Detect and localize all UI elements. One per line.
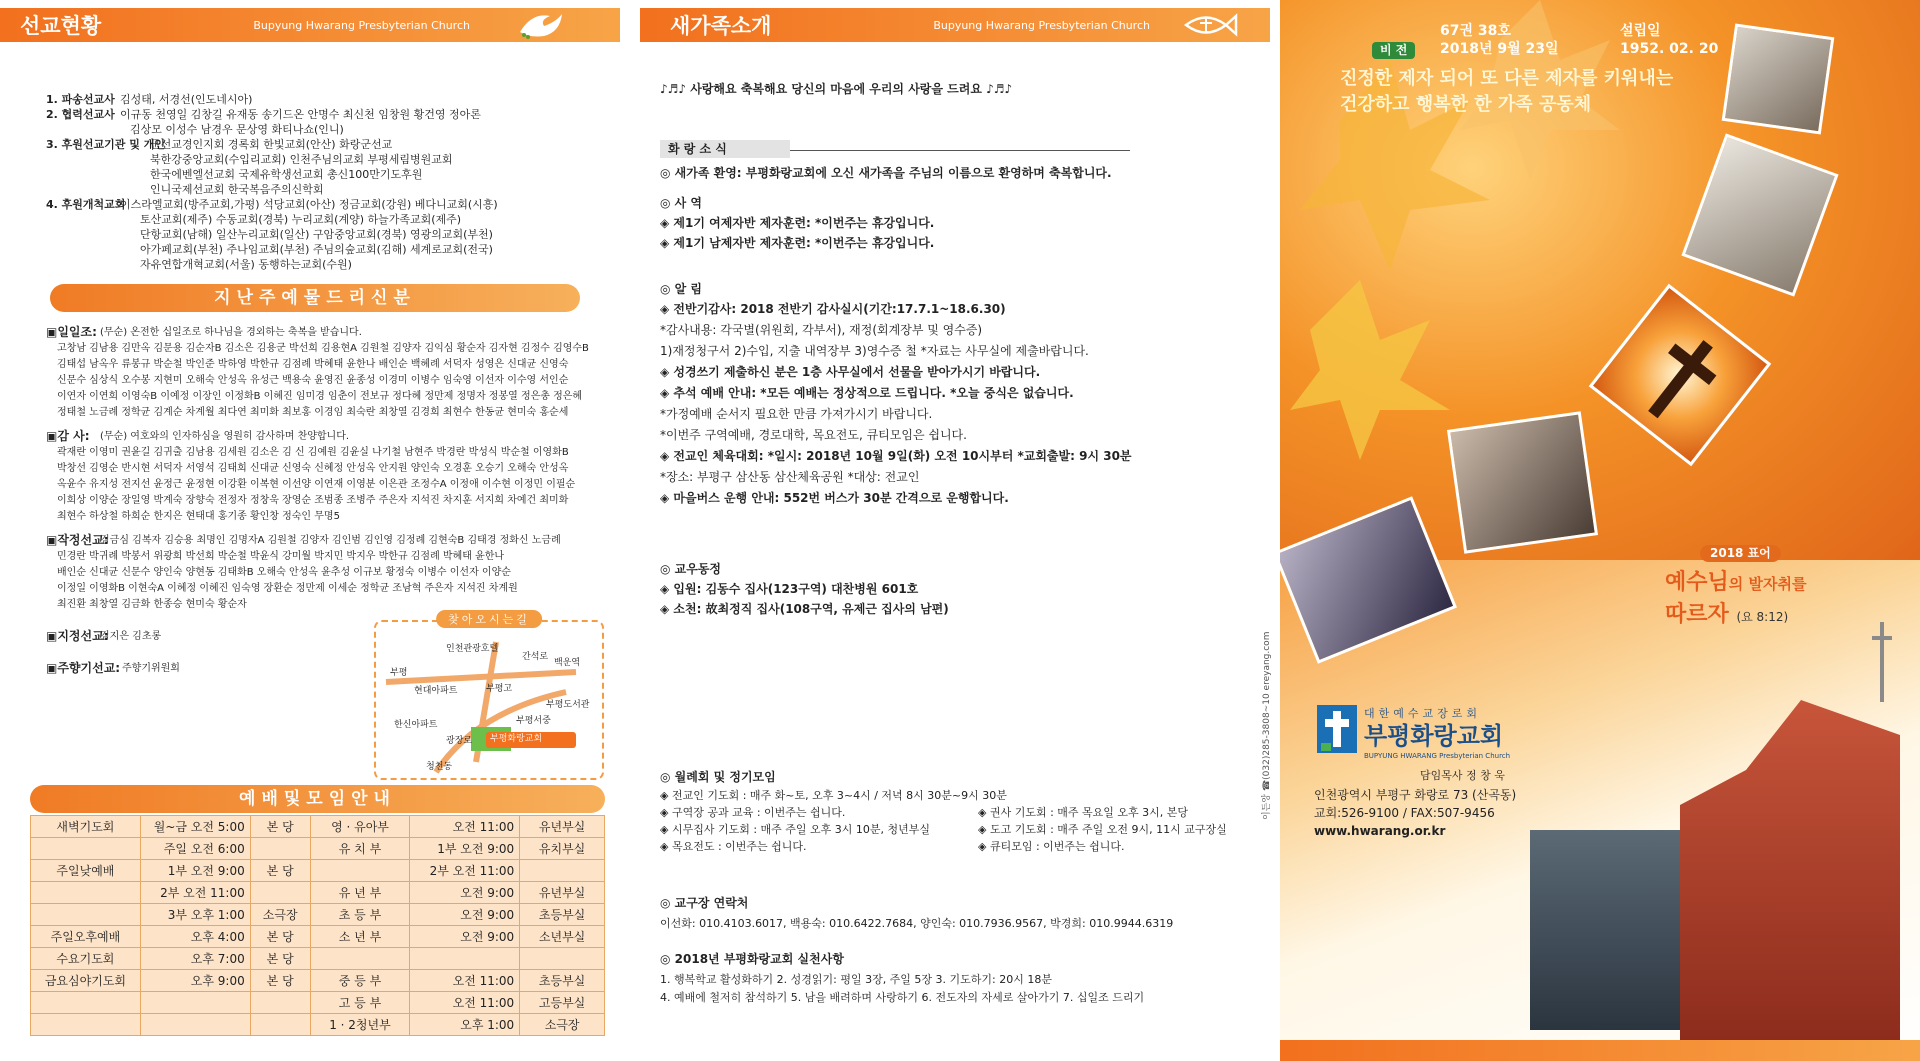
schedule-row <box>31 816 605 838</box>
schedule-cell: 오후 7:00 <box>140 948 250 970</box>
schedule-cell <box>250 838 310 860</box>
map-label: 부평서중 <box>516 716 551 726</box>
news-line: ◎ 알 림 <box>660 282 703 296</box>
motto-part: 를 <box>1791 575 1807 593</box>
news-line: *감사내용: 각국별(위원회, 각부서), 재정(회계장부 및 영수증) <box>660 323 983 337</box>
schedule-cell: 수요기도회 <box>31 948 141 970</box>
left-panel <box>0 0 620 1061</box>
schedule-cell: 유년부실 <box>520 882 605 904</box>
mission-text: 이스라엘교회(방주교회,가평) 석당교회(아산) 정금교회(강원) 베다니교회(시흥) <box>120 198 498 211</box>
schedule-cell: 오전 9:00 <box>410 926 520 948</box>
schedule-cell <box>31 1014 141 1036</box>
schedule-cell <box>31 992 141 1014</box>
schedule-cell: 유 치 부 <box>310 838 410 860</box>
schedule-cell: 유년부실 <box>520 816 605 838</box>
schedule-cell: 오전 9:00 <box>410 904 520 926</box>
news-line: ◎ 교우동정 <box>660 562 722 576</box>
map-label: 현대아파트 <box>414 686 458 696</box>
schedule-row <box>31 1014 605 1036</box>
offering-names: 옥윤수 유지성 전지선 윤정근 윤정현 이강환 이복현 이선양 이연재 이영분 이은관 조정수A 이정애 이수현 이정민 이필순 <box>57 479 576 490</box>
mission-title: 선교현황 <box>20 14 102 38</box>
vision-line-2: 건강하고 행복한 한 가족 공동체 <box>1340 94 1592 115</box>
offering-names: (무순) 여호와의 인자하심을 영원히 감사하며 찬양합니다. <box>100 431 350 442</box>
news-line: *장소: 부평구 삼산동 삼산체육공원 *대상: 전교인 <box>660 470 920 484</box>
greeting-line: ♪♬♪ 사랑해요 축복해요 당신의 마음에 우리의 사랑을 드려요 ♪♬♪ <box>660 82 1013 96</box>
schedule-cell <box>410 948 520 970</box>
news-line: ◈ 도고 기도회 : 매주 주일 오전 9시, 11시 교구장실 <box>978 823 1227 836</box>
church-building-image <box>1680 700 1900 1050</box>
map-title: 찾아오시는길 <box>436 610 542 628</box>
schedule-cell <box>31 838 141 860</box>
schedule-cell <box>31 904 141 926</box>
offering-title: 지난주예물드리신분 <box>50 284 580 312</box>
schedule-cell <box>140 992 250 1014</box>
offering-names: 이정일 이영화B 이현숙A 이혜정 이혜진 임숙영 장환순 정만제 이세순 정학균 조남혁 주은자 지석진 차계원 <box>57 583 518 594</box>
offering-names: 최진환 최창열 김금화 한종승 현미숙 황순자 <box>57 599 247 610</box>
map-label: 부평도서관 <box>546 700 590 710</box>
schedule-cell: 유 년 부 <box>310 882 410 904</box>
mission-text: 단항교회(남해) 일산누리교회(일산) 구암중앙교회(경북) 영광의교회(부천) <box>140 228 493 241</box>
schedule-cell: 2부 오전 11:00 <box>410 860 520 882</box>
offering-names: 신문수 심상식 오수봉 지현미 오해숙 안성옥 유성근 백용숙 윤영진 윤종성 이경미 이병수 임숙영 이선자 이수영 서인순 <box>57 375 569 386</box>
schedule-cell: 월~금 오전 5:00 <box>140 816 250 838</box>
church-english-name: Bupyung Hwarang Presbyterian Church <box>253 19 470 32</box>
schedule-row <box>31 948 605 970</box>
schedule-cell: 초 등 부 <box>310 904 410 926</box>
news-line: ◈ 입원: 김동수 집사(123구역) 대찬병원 601호 <box>660 582 919 596</box>
map-label: 한신아파트 <box>394 720 438 730</box>
schedule-cell: 1 · 2청년부 <box>310 1014 410 1036</box>
issue-volume: 67권 38호 <box>1440 23 1511 39</box>
denomination: 대한예수교장로회 <box>1364 707 1482 720</box>
middle-panel <box>640 0 1280 1061</box>
church-english-name: Bupyung Hwarang Presbyterian Church <box>933 19 1150 32</box>
church-address: 인천광역시 부평구 화랑로 73 (산곡동) <box>1314 788 1517 802</box>
mission-text: 토산교회(제주) 수동교회(경북) 누리교회(계양) 하늘가족교회(제주) <box>140 213 462 226</box>
schedule-cell <box>31 882 141 904</box>
offering-names: 김금심 김복자 김승용 최명인 김명자A 김원철 김양자 김인범 김인영 김정례 김현숙B 김태경 정화신 노금례 <box>100 535 561 546</box>
schedule-cell <box>250 1014 310 1036</box>
vision-badge: 비 전 <box>1372 42 1415 59</box>
schedule-cell: 본 당 <box>250 816 310 838</box>
motto-part: 따르자 <box>1665 602 1729 627</box>
news-divider <box>790 150 1130 151</box>
schedule-cell: 금요심야기도회 <box>31 970 141 992</box>
printer-credit: 이든앙 ☎(032)285-3808~10 ereyang.com <box>1262 631 1272 820</box>
news-line: ◈ 소천: 故최정직 집사(108구역, 유제근 집사의 남편) <box>660 602 949 616</box>
schedule-cell: 영 · 유아부 <box>310 816 410 838</box>
motto-line-1 <box>1665 568 1806 599</box>
mission-text: 한국에벤엘선교회 국제유학생선교회 총신100만기도후원 <box>150 168 423 181</box>
news-line: ◈ 큐티모임 : 이번주는 쉽니다. <box>978 840 1125 853</box>
rooftop-cross-icon <box>1872 622 1892 702</box>
schedule-cell: 3부 오후 1:00 <box>140 904 250 926</box>
schedule-cell <box>310 860 410 882</box>
founded-date: 1952. 02. 20 <box>1620 41 1719 57</box>
offering-names: 이희상 이양순 장일영 박계숙 장향숙 전정자 정창욱 장영순 조범종 조병주 주은자 지석진 차지훈 서지희 차예건 최미화 <box>57 495 569 506</box>
dove-icon <box>510 8 570 42</box>
map-label: 백운역 <box>554 658 581 668</box>
schedule-cell: 소년부실 <box>520 926 605 948</box>
schedule-cell: 오후 9:00 <box>140 970 250 992</box>
news-line: ◈ 제1기 남제자반 제자훈련: *이번주는 휴강입니다. <box>660 236 935 250</box>
map-label: 부평 <box>390 668 408 678</box>
schedule-cell: 중 등 부 <box>310 970 410 992</box>
church-name: 부평화랑교회 <box>1364 722 1504 750</box>
mission-header <box>0 8 620 42</box>
mission-text: 군선교경인지회 경록회 한빛교회(안산) 화랑군선교 <box>150 138 393 151</box>
schedule-cell: 오전 11:00 <box>410 992 520 1014</box>
mission-text: 아가페교회(부천) 주나임교회(부천) 주님의숲교회(김해) 세계로교회(전국) <box>140 243 493 256</box>
offering-names: 고창남 김남용 김만옥 김문용 김순자B 김소은 김용군 박선희 김용현A 김원철 김양자 김익심 황순자 김자현 김정수 김영수B <box>57 343 589 354</box>
offering-names: 곽재란 이영미 권윤길 김귀출 김남용 김세원 김소은 김 신 김예원 김윤실 나기철 남현주 박경란 박성식 박순철 이영화B <box>57 447 569 458</box>
news-line: ◈ 제1기 여제자반 제자훈련: *이번주는 휴강입니다. <box>660 216 935 230</box>
schedule-cell: 유치부실 <box>520 838 605 860</box>
issue-date: 2018년 9월 23일 <box>1440 41 1559 57</box>
schedule-cell: 본 당 <box>250 860 310 882</box>
schedule-cell: 본 당 <box>250 970 310 992</box>
schedule-cell: 오후 1:00 <box>410 1014 520 1036</box>
vision-line-1: 진정한 제자 되어 또 다른 제자를 키워내는 <box>1340 68 1674 89</box>
offering-label: ▣작정선교: <box>46 533 109 547</box>
schedule-row <box>31 882 605 904</box>
schedule-row <box>31 904 605 926</box>
schedule-row <box>31 970 605 992</box>
map-label: 부평화랑교회 <box>490 734 543 744</box>
offering-names: (무순) 온전한 십일조로 하나님을 경외하는 축복을 받습니다. <box>100 327 362 338</box>
news-line: ◈ 목요전도 : 이번주는 쉽니다. <box>660 840 807 853</box>
photo-women-group <box>1447 411 1598 554</box>
news-line: 이선화: 010.4103.6017, 백용숙: 010.6422.7684, 양인숙: 010.7936.9567, 박경희: 010.9944.6319 <box>660 917 1174 930</box>
fish-icon <box>1180 8 1240 42</box>
schedule-title: 예배및모임안내 <box>30 785 605 813</box>
offering-names: 민경란 박귀례 박봉서 위광희 박선희 박순철 박윤식 강미월 박지민 박지우 박한규 김점례 박혜태 윤한나 <box>57 551 505 562</box>
schedule-row <box>31 860 605 882</box>
news-line: ◈ 전교인 기도회 : 매주 화~토, 오후 3~4시 / 저녁 8시 30분~9시 30분 <box>660 789 1007 802</box>
mission-heading: 2. 협력선교사 <box>46 108 115 121</box>
schedule-cell: 주일 오전 6:00 <box>140 838 250 860</box>
schedule-cell: 오전 11:00 <box>410 970 520 992</box>
cover-panel <box>1280 0 1920 1061</box>
news-line: ◎ 새가족 환영: 부평화랑교회에 오신 새가족을 주님의 이름으로 환영하며 축복합니다. <box>660 166 1112 180</box>
schedule-cell: 소 년 부 <box>310 926 410 948</box>
mission-text: 자유연합개혁교회(서울) 동행하는교회(수원) <box>140 258 352 271</box>
motto-part: 의 발자취 <box>1728 575 1792 593</box>
schedule-cell: 오전 9:00 <box>410 882 520 904</box>
news-line: ◈ 전반기감사: 2018 전반기 감사실시(기간:17.7.1~18.6.30) <box>660 302 1006 316</box>
offering-names: 김지은 김초롱 <box>100 631 162 642</box>
motto-line-2 <box>1665 600 1788 632</box>
news-line: ◎ 2018년 부평화랑교회 실천사항 <box>660 952 844 966</box>
news-line: ◈ 권사 기도회 : 매주 목요일 오후 3시, 본당 <box>978 806 1189 819</box>
map-label: 광장로 <box>446 736 473 746</box>
cover-bottom-band <box>1280 1040 1920 1061</box>
motto-label: 2018 표어 <box>1700 545 1781 562</box>
pastor: 담임목사 정 창 욱 <box>1420 769 1505 782</box>
schedule-cell: 주일낮예배 <box>31 860 141 882</box>
newcomer-header <box>640 8 1270 42</box>
schedule-row <box>31 838 605 860</box>
schedule-cell: 주일오후예배 <box>31 926 141 948</box>
mission-text: 김상모 이성수 남경우 문상영 화티나쇼(인니) <box>130 123 344 136</box>
schedule-cell: 오전 11:00 <box>410 816 520 838</box>
newcomer-title: 새가족소개 <box>670 14 772 38</box>
schedule-cell: 고 등 부 <box>310 992 410 1014</box>
news-line: ◈ 추석 예배 안내: *모든 예배는 정상적으로 드립니다. *오늘 중식은 없습니다. <box>660 386 1074 400</box>
schedule-cell: 초등부실 <box>520 904 605 926</box>
news-line: 1. 행복학교 활성화하기 2. 성경읽기: 평일 3장, 주일 5장 3. 기도하기: 20시 18분 <box>660 973 1052 986</box>
schedule-cell: 새벽기도회 <box>31 816 141 838</box>
news-line: *이번주 구역예배, 경로대학, 목요전도, 큐티모임은 쉽니다. <box>660 428 967 442</box>
news-line: ◈ 시무집사 기도회 : 매주 주일 오후 3시 10분, 청년부실 <box>660 823 931 836</box>
mission-text: 이규동 천영일 김창길 유재동 송기드온 안명수 최신천 임창원 황건영 정아론 <box>120 108 481 121</box>
offering-names: 박창선 김영순 반시현 서덕자 서영석 김태희 신대균 신영숙 신혜정 안성옥 안지원 양인숙 오경훈 오승기 오해숙 안성옥 <box>57 463 569 474</box>
schedule-cell: 본 당 <box>250 948 310 970</box>
schedule-cell: 소극장 <box>250 904 310 926</box>
schedule-cell <box>520 948 605 970</box>
offering-names: 배인순 신대균 신문수 양인숙 양현동 김태화B 오해숙 안성옥 윤추성 이규보 황정숙 이병수 이선자 이양순 <box>57 567 511 578</box>
offering-label: ▣지정선교: <box>46 629 109 643</box>
mission-text: 인니국제선교회 한국복음주의신학회 <box>150 183 324 196</box>
news-line: ◎ 사 역 <box>660 196 703 210</box>
schedule-cell <box>250 992 310 1014</box>
mission-heading: 4. 후원개척교회 <box>46 198 126 211</box>
map-label: 청천동 <box>426 762 453 772</box>
schedule-cell: 본 당 <box>250 926 310 948</box>
news-title: 화 랑 소 식 <box>660 140 790 158</box>
church-website: www.hwarang.or.kr <box>1314 824 1446 838</box>
church-name-english: BUPYUNG HWARANG Presbyterian Church <box>1364 752 1511 760</box>
offering-label: ▣감 사: <box>46 429 90 443</box>
schedule-row <box>31 926 605 948</box>
schedule-cell: 소극장 <box>520 1014 605 1036</box>
schedule-cell <box>140 1014 250 1036</box>
news-line: ◈ 마을버스 운행 안내: 552번 버스가 30분 간격으로 운행합니다. <box>660 491 1009 505</box>
mission-heading: 3. 후원선교기관 및 개인 <box>46 138 165 151</box>
founded-label: 설립일 <box>1620 23 1661 39</box>
offering-names: 정태철 노금례 정학균 김계순 차계월 최다연 최미화 최보홍 이경임 최숙란 최창열 김경희 최현수 한동균 현미숙 홍순세 <box>57 407 569 418</box>
church-glass-wing <box>1530 830 1680 1030</box>
offering-label: ▣주향기선교: <box>46 661 121 675</box>
church-logo-icon <box>1317 705 1357 753</box>
schedule-cell: 1부 오전 9:00 <box>140 860 250 882</box>
news-line: ◈ 전교인 체육대회: *일시: 2018년 10월 9일(화) 오전 10시부터 *교회출발: 9시 30분 <box>660 449 1132 463</box>
offering-names: 주향기위원회 <box>122 663 180 674</box>
photo-children-banner <box>1722 24 1835 135</box>
mission-heading: 1. 파송선교사 <box>46 93 115 106</box>
schedule-cell <box>520 860 605 882</box>
offering-names: 이연자 이연희 이영숙B 이예정 이장인 이정화B 이혜진 임미경 임춘이 전보규 정다혜 정만제 정명자 정봉열 정은총 정은혜 <box>57 391 583 402</box>
offering-names: 김태섭 남옥우 류봉규 박순철 박인준 박하영 박한규 김점례 박혜태 윤한나 배인순 백혜례 서덕자 성영은 신대균 신영숙 <box>57 359 569 370</box>
schedule-cell: 오후 4:00 <box>140 926 250 948</box>
map-label: 부평고 <box>486 684 513 694</box>
news-line: 4. 예배에 철저히 참석하기 5. 남을 배려하며 사랑하기 6. 전도자의 자세로 살아가기 7. 십일조 드리기 <box>660 991 1145 1004</box>
schedule-row <box>31 992 605 1014</box>
motto-ref: (요 8:12) <box>1736 610 1789 624</box>
news-line: ◈ 성경쓰기 제출하신 분은 1층 사무실에서 선물을 받아가시기 바랍니다. <box>660 365 1041 379</box>
map-label: 간석로 <box>522 652 549 662</box>
news-line: ◈ 구역장 공과 교육 : 이번주는 쉽니다. <box>660 806 846 819</box>
news-line: *가정예배 순서지 필요한 만큼 가져가시기 바랍니다. <box>660 407 933 421</box>
schedule-cell <box>310 948 410 970</box>
offering-label: ▣일일조: <box>46 325 97 339</box>
news-line: ◎ 월례회 및 정기모임 <box>660 770 776 784</box>
schedule-cell: 고등부실 <box>520 992 605 1014</box>
schedule-cell: 1부 오전 9:00 <box>410 838 520 860</box>
motto-part: 예수님 <box>1665 570 1729 595</box>
schedule-cell <box>250 882 310 904</box>
schedule-cell: 2부 오전 11:00 <box>140 882 250 904</box>
news-line: 1)재정청구서 2)수입, 지출 내역장부 3)영수증 철 *자료는 사무실에 제출바랍니다. <box>660 344 1089 358</box>
offering-names: 최현수 하상철 하희순 한지은 현태대 홍기종 황인창 정숙인 무명5 <box>57 511 340 522</box>
map-label: 인천관광호텔 <box>446 644 499 654</box>
mission-text: 김성태, 서경선(인도네시아) <box>120 93 253 106</box>
church-phone: 교회:526-9100 / FAX:507-9456 <box>1314 806 1495 820</box>
news-line: ◎ 교구장 연락처 <box>660 896 749 910</box>
directions-map <box>374 613 604 780</box>
mission-text: 북한강중앙교회(수입리교회) 인천주님의교회 부평세림병원교회 <box>150 153 453 166</box>
worship-schedule-table <box>30 815 605 1036</box>
schedule-cell: 초등부실 <box>520 970 605 992</box>
